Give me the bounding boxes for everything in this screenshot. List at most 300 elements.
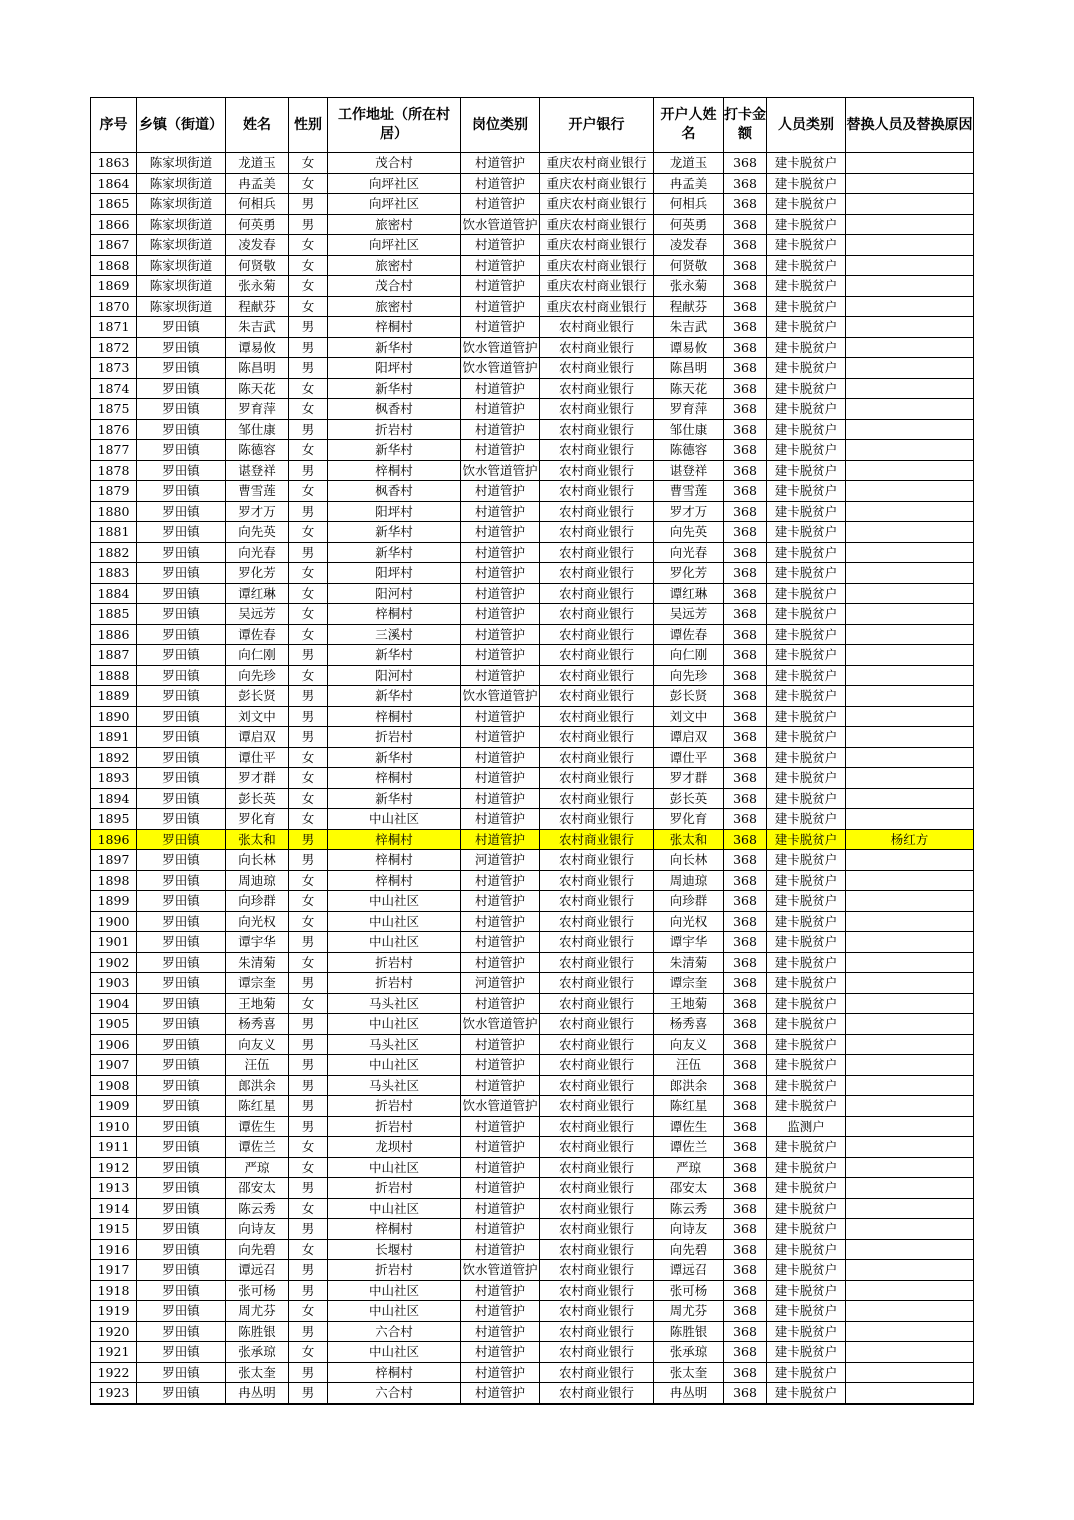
cell-post-type: 饮水管道管护 — [461, 686, 540, 707]
cell-name: 谭红琳 — [226, 583, 289, 604]
cell-replacement — [846, 1321, 974, 1342]
cell-post-type: 村道管护 — [461, 542, 540, 563]
cell-index: 1917 — [91, 1260, 137, 1281]
cell-township: 罗田镇 — [137, 563, 226, 584]
cell-gender: 男 — [289, 850, 328, 871]
cell-amount: 368 — [724, 153, 767, 174]
cell-work-address: 折岩村 — [328, 1096, 461, 1117]
table-row — [91, 378, 974, 399]
cell-amount: 368 — [724, 747, 767, 768]
cell-person-category: 建卡脱贫户 — [767, 460, 846, 481]
cell-account-holder: 张太奎 — [654, 1362, 724, 1383]
cell-work-address: 梓桐村 — [328, 706, 461, 727]
cell-person-category: 建卡脱贫户 — [767, 1014, 846, 1035]
cell-gender: 男 — [289, 358, 328, 379]
cell-work-address: 旅密村 — [328, 214, 461, 235]
cell-name: 罗育萍 — [226, 399, 289, 420]
cell-replacement — [846, 460, 974, 481]
cell-replacement — [846, 768, 974, 789]
cell-township: 罗田镇 — [137, 1383, 226, 1404]
cell-post-type: 村道管护 — [461, 522, 540, 543]
cell-amount: 368 — [724, 1362, 767, 1383]
cell-post-type: 村道管护 — [461, 911, 540, 932]
cell-gender: 女 — [289, 255, 328, 276]
cell-amount: 368 — [724, 481, 767, 502]
cell-name: 邹仕康 — [226, 419, 289, 440]
cell-name: 陈胜银 — [226, 1321, 289, 1342]
table-row — [91, 1383, 974, 1404]
cell-township: 罗田镇 — [137, 952, 226, 973]
cell-replacement — [846, 1137, 974, 1158]
cell-name: 程献芬 — [226, 296, 289, 317]
cell-replacement — [846, 153, 974, 174]
cell-replacement — [846, 399, 974, 420]
cell-name: 谭佐兰 — [226, 1137, 289, 1158]
cell-gender: 女 — [289, 235, 328, 256]
cell-index: 1891 — [91, 727, 137, 748]
cell-gender: 女 — [289, 1157, 328, 1178]
cell-gender: 女 — [289, 993, 328, 1014]
cell-index: 1863 — [91, 153, 137, 174]
cell-person-category: 建卡脱贫户 — [767, 317, 846, 338]
cell-amount: 368 — [724, 214, 767, 235]
cell-index: 1920 — [91, 1321, 137, 1342]
cell-name: 向友义 — [226, 1034, 289, 1055]
cell-index: 1916 — [91, 1239, 137, 1260]
cell-amount: 368 — [724, 378, 767, 399]
cell-index: 1887 — [91, 645, 137, 666]
cell-index: 1874 — [91, 378, 137, 399]
table-row — [91, 1096, 974, 1117]
cell-gender: 男 — [289, 337, 328, 358]
cell-township: 陈家坝街道 — [137, 153, 226, 174]
cell-amount: 368 — [724, 1096, 767, 1117]
cell-replacement — [846, 993, 974, 1014]
cell-index: 1884 — [91, 583, 137, 604]
cell-township: 罗田镇 — [137, 870, 226, 891]
cell-replacement — [846, 1362, 974, 1383]
cell-amount: 368 — [724, 850, 767, 871]
table-row — [91, 214, 974, 235]
table-row — [91, 911, 974, 932]
cell-township: 罗田镇 — [137, 1260, 226, 1281]
cell-name: 向光权 — [226, 911, 289, 932]
cell-index: 1882 — [91, 542, 137, 563]
cell-index: 1889 — [91, 686, 137, 707]
cell-gender: 男 — [289, 727, 328, 748]
table-row — [91, 870, 974, 891]
cell-gender: 男 — [289, 706, 328, 727]
table-row — [91, 296, 974, 317]
cell-work-address: 折岩村 — [328, 419, 461, 440]
cell-work-address: 折岩村 — [328, 973, 461, 994]
cell-bank: 重庆农村商业银行 — [540, 276, 654, 297]
cell-post-type: 村道管护 — [461, 1301, 540, 1322]
cell-amount: 368 — [724, 255, 767, 276]
cell-person-category: 建卡脱贫户 — [767, 1198, 846, 1219]
cell-index: 1913 — [91, 1178, 137, 1199]
cell-replacement — [846, 870, 974, 891]
cell-amount: 368 — [724, 583, 767, 604]
cell-work-address: 阳坪村 — [328, 358, 461, 379]
cell-bank: 农村商业银行 — [540, 809, 654, 830]
cell-account-holder: 汪伍 — [654, 1055, 724, 1076]
cell-work-address: 向坪社区 — [328, 235, 461, 256]
cell-account-holder: 向友义 — [654, 1034, 724, 1055]
cell-replacement — [846, 788, 974, 809]
cell-index: 1871 — [91, 317, 137, 338]
table-row — [91, 891, 974, 912]
cell-account-holder: 向光春 — [654, 542, 724, 563]
cell-account-holder: 严琼 — [654, 1157, 724, 1178]
cell-post-type: 村道管护 — [461, 1321, 540, 1342]
cell-gender: 女 — [289, 1342, 328, 1363]
cell-index: 1912 — [91, 1157, 137, 1178]
cell-gender: 女 — [289, 563, 328, 584]
cell-amount: 368 — [724, 440, 767, 461]
cell-name: 张太和 — [226, 829, 289, 850]
table-row — [91, 1116, 974, 1137]
cell-bank: 农村商业银行 — [540, 932, 654, 953]
cell-bank: 农村商业银行 — [540, 1116, 654, 1137]
cell-bank: 农村商业银行 — [540, 1137, 654, 1158]
cell-post-type: 河道管护 — [461, 850, 540, 871]
cell-post-type: 村道管护 — [461, 1342, 540, 1363]
cell-account-holder: 冉丛明 — [654, 1383, 724, 1404]
cell-work-address: 中山社区 — [328, 932, 461, 953]
cell-replacement — [846, 378, 974, 399]
cell-account-holder: 刘文中 — [654, 706, 724, 727]
cell-name: 龙道玉 — [226, 153, 289, 174]
cell-township: 罗田镇 — [137, 768, 226, 789]
cell-name: 陈云秀 — [226, 1198, 289, 1219]
cell-work-address: 新华村 — [328, 686, 461, 707]
cell-gender: 女 — [289, 481, 328, 502]
cell-person-category: 建卡脱贫户 — [767, 481, 846, 502]
cell-index: 1899 — [91, 891, 137, 912]
header-bank: 开户银行 — [540, 98, 654, 153]
cell-account-holder: 何贤敬 — [654, 255, 724, 276]
cell-replacement — [846, 440, 974, 461]
table-row — [91, 604, 974, 625]
cell-township: 罗田镇 — [137, 542, 226, 563]
cell-account-holder: 向先英 — [654, 522, 724, 543]
cell-replacement — [846, 1116, 974, 1137]
cell-account-holder: 向长林 — [654, 850, 724, 871]
cell-bank: 重庆农村商业银行 — [540, 194, 654, 215]
cell-gender: 男 — [289, 1055, 328, 1076]
cell-person-category: 建卡脱贫户 — [767, 624, 846, 645]
cell-account-holder: 向诗友 — [654, 1219, 724, 1240]
cell-gender: 男 — [289, 829, 328, 850]
cell-account-holder: 向先珍 — [654, 665, 724, 686]
cell-replacement — [846, 296, 974, 317]
cell-account-holder: 罗育萍 — [654, 399, 724, 420]
cell-account-holder: 向珍群 — [654, 891, 724, 912]
cell-person-category: 建卡脱贫户 — [767, 1342, 846, 1363]
cell-name: 罗化育 — [226, 809, 289, 830]
cell-account-holder: 朱吉武 — [654, 317, 724, 338]
cell-gender: 男 — [289, 501, 328, 522]
header-replacement: 替换人员及替换原因 — [846, 98, 974, 153]
cell-account-holder: 张永菊 — [654, 276, 724, 297]
cell-person-category: 建卡脱贫户 — [767, 1178, 846, 1199]
cell-name: 冉丛明 — [226, 1383, 289, 1404]
cell-index: 1881 — [91, 522, 137, 543]
cell-person-category: 建卡脱贫户 — [767, 542, 846, 563]
cell-township: 罗田镇 — [137, 829, 226, 850]
cell-name: 朱清菊 — [226, 952, 289, 973]
cell-replacement — [846, 583, 974, 604]
cell-bank: 农村商业银行 — [540, 686, 654, 707]
cell-account-holder: 郎洪余 — [654, 1075, 724, 1096]
table-row — [91, 809, 974, 830]
cell-post-type: 村道管护 — [461, 1055, 540, 1076]
cell-account-holder: 龙道玉 — [654, 153, 724, 174]
cell-person-category: 建卡脱贫户 — [767, 1280, 846, 1301]
cell-amount: 368 — [724, 1342, 767, 1363]
cell-bank: 农村商业银行 — [540, 706, 654, 727]
cell-name: 邵安太 — [226, 1178, 289, 1199]
cell-work-address: 龙坝村 — [328, 1137, 461, 1158]
cell-gender: 男 — [289, 1014, 328, 1035]
cell-index: 1880 — [91, 501, 137, 522]
cell-index: 1915 — [91, 1219, 137, 1240]
cell-account-holder: 陈德容 — [654, 440, 724, 461]
cell-work-address: 梓桐村 — [328, 850, 461, 871]
table-row — [91, 1178, 974, 1199]
header-work-address: 工作地址（所在村居） — [328, 98, 461, 153]
cell-work-address: 新华村 — [328, 645, 461, 666]
cell-account-holder: 程献芬 — [654, 296, 724, 317]
cell-bank: 农村商业银行 — [540, 460, 654, 481]
cell-work-address: 枫香村 — [328, 481, 461, 502]
table-row — [91, 440, 974, 461]
cell-township: 陈家坝街道 — [137, 276, 226, 297]
cell-name: 谭启双 — [226, 727, 289, 748]
cell-name: 谭宇华 — [226, 932, 289, 953]
cell-replacement — [846, 604, 974, 625]
cell-person-category: 建卡脱贫户 — [767, 1362, 846, 1383]
cell-person-category: 建卡脱贫户 — [767, 829, 846, 850]
cell-gender: 女 — [289, 891, 328, 912]
cell-person-category: 建卡脱贫户 — [767, 1219, 846, 1240]
cell-gender: 男 — [289, 460, 328, 481]
cell-replacement — [846, 1280, 974, 1301]
cell-person-category: 建卡脱贫户 — [767, 747, 846, 768]
table-row — [91, 1280, 974, 1301]
cell-replacement — [846, 522, 974, 543]
cell-township: 罗田镇 — [137, 1178, 226, 1199]
cell-gender: 女 — [289, 399, 328, 420]
cell-person-category: 建卡脱贫户 — [767, 583, 846, 604]
cell-index: 1866 — [91, 214, 137, 235]
cell-bank: 农村商业银行 — [540, 1362, 654, 1383]
cell-gender: 女 — [289, 583, 328, 604]
cell-post-type: 村道管护 — [461, 1178, 540, 1199]
table-row — [91, 255, 974, 276]
cell-post-type: 村道管护 — [461, 1116, 540, 1137]
cell-work-address: 枫香村 — [328, 399, 461, 420]
cell-index: 1900 — [91, 911, 137, 932]
cell-index: 1908 — [91, 1075, 137, 1096]
cell-name: 向珍群 — [226, 891, 289, 912]
cell-gender: 男 — [289, 1260, 328, 1281]
cell-replacement — [846, 1260, 974, 1281]
cell-person-category: 建卡脱贫户 — [767, 604, 846, 625]
cell-bank: 农村商业银行 — [540, 1321, 654, 1342]
cell-index: 1922 — [91, 1362, 137, 1383]
table-row — [91, 850, 974, 871]
table-row — [91, 1342, 974, 1363]
cell-amount: 368 — [724, 337, 767, 358]
cell-account-holder: 何英勇 — [654, 214, 724, 235]
cell-township: 罗田镇 — [137, 706, 226, 727]
cell-amount: 368 — [724, 624, 767, 645]
table-row — [91, 686, 974, 707]
cell-township: 罗田镇 — [137, 1301, 226, 1322]
cell-name: 张永菊 — [226, 276, 289, 297]
cell-account-holder: 邹仕康 — [654, 419, 724, 440]
cell-post-type: 村道管护 — [461, 296, 540, 317]
header-name: 姓名 — [226, 98, 289, 153]
cell-person-category: 建卡脱贫户 — [767, 440, 846, 461]
cell-person-category: 建卡脱贫户 — [767, 952, 846, 973]
cell-work-address: 中山社区 — [328, 1301, 461, 1322]
cell-bank: 农村商业银行 — [540, 1075, 654, 1096]
cell-township: 罗田镇 — [137, 1362, 226, 1383]
cell-township: 罗田镇 — [137, 1198, 226, 1219]
cell-replacement — [846, 542, 974, 563]
cell-amount: 368 — [724, 419, 767, 440]
cell-post-type: 村道管护 — [461, 870, 540, 891]
cell-post-type: 村道管护 — [461, 419, 540, 440]
cell-work-address: 阳河村 — [328, 583, 461, 604]
cell-name: 张太奎 — [226, 1362, 289, 1383]
cell-bank: 重庆农村商业银行 — [540, 255, 654, 276]
cell-amount: 368 — [724, 1198, 767, 1219]
cell-bank: 农村商业银行 — [540, 829, 654, 850]
cell-index: 1893 — [91, 768, 137, 789]
cell-gender: 女 — [289, 624, 328, 645]
cell-township: 罗田镇 — [137, 747, 226, 768]
cell-account-holder: 罗才万 — [654, 501, 724, 522]
cell-bank: 农村商业银行 — [540, 645, 654, 666]
cell-township: 罗田镇 — [137, 973, 226, 994]
cell-person-category: 建卡脱贫户 — [767, 399, 846, 420]
cell-post-type: 饮水管道管护 — [461, 1014, 540, 1035]
cell-post-type: 村道管护 — [461, 706, 540, 727]
header-township: 乡镇（街道） — [137, 98, 226, 153]
cell-work-address: 新华村 — [328, 522, 461, 543]
cell-person-category: 建卡脱贫户 — [767, 706, 846, 727]
cell-amount: 368 — [724, 1280, 767, 1301]
cell-gender: 男 — [289, 1219, 328, 1240]
cell-account-holder: 向仁刚 — [654, 645, 724, 666]
cell-amount: 368 — [724, 706, 767, 727]
cell-amount: 368 — [724, 829, 767, 850]
cell-index: 1895 — [91, 809, 137, 830]
cell-name: 陈天花 — [226, 378, 289, 399]
cell-bank: 农村商业银行 — [540, 891, 654, 912]
cell-name: 张可杨 — [226, 1280, 289, 1301]
cell-account-holder: 向先碧 — [654, 1239, 724, 1260]
cell-replacement — [846, 665, 974, 686]
cell-account-holder: 凌发春 — [654, 235, 724, 256]
cell-work-address: 中山社区 — [328, 1198, 461, 1219]
cell-post-type: 饮水管道管护 — [461, 460, 540, 481]
table-row — [91, 1137, 974, 1158]
header-gender: 性别 — [289, 98, 328, 153]
cell-gender: 男 — [289, 645, 328, 666]
cell-work-address: 中山社区 — [328, 1342, 461, 1363]
cell-person-category: 建卡脱贫户 — [767, 932, 846, 953]
header-index: 序号 — [91, 98, 137, 153]
cell-account-holder: 吴远芳 — [654, 604, 724, 625]
cell-amount: 368 — [724, 563, 767, 584]
cell-bank: 农村商业银行 — [540, 378, 654, 399]
cell-post-type: 村道管护 — [461, 440, 540, 461]
cell-work-address: 中山社区 — [328, 911, 461, 932]
cell-post-type: 村道管护 — [461, 1137, 540, 1158]
cell-name: 陈昌明 — [226, 358, 289, 379]
cell-township: 陈家坝街道 — [137, 214, 226, 235]
cell-bank: 农村商业银行 — [540, 768, 654, 789]
cell-replacement — [846, 645, 974, 666]
cell-township: 罗田镇 — [137, 440, 226, 461]
cell-bank: 农村商业银行 — [540, 337, 654, 358]
cell-amount: 368 — [724, 1383, 767, 1404]
cell-work-address: 折岩村 — [328, 1178, 461, 1199]
cell-township: 罗田镇 — [137, 337, 226, 358]
table-row — [91, 542, 974, 563]
cell-township: 罗田镇 — [137, 419, 226, 440]
cell-township: 罗田镇 — [137, 686, 226, 707]
cell-township: 罗田镇 — [137, 522, 226, 543]
cell-index: 1919 — [91, 1301, 137, 1322]
cell-amount: 368 — [724, 296, 767, 317]
cell-work-address: 折岩村 — [328, 727, 461, 748]
cell-person-category: 建卡脱贫户 — [767, 255, 846, 276]
cell-township: 陈家坝街道 — [137, 194, 226, 215]
cell-index: 1878 — [91, 460, 137, 481]
cell-replacement — [846, 235, 974, 256]
cell-amount: 368 — [724, 460, 767, 481]
cell-bank: 农村商业银行 — [540, 542, 654, 563]
cell-amount: 368 — [724, 788, 767, 809]
cell-name: 何相兵 — [226, 194, 289, 215]
cell-post-type: 村道管护 — [461, 583, 540, 604]
cell-person-category: 建卡脱贫户 — [767, 1239, 846, 1260]
cell-name: 王地菊 — [226, 993, 289, 1014]
cell-township: 罗田镇 — [137, 1321, 226, 1342]
cell-gender: 女 — [289, 1137, 328, 1158]
table-row — [91, 1075, 974, 1096]
cell-amount: 368 — [724, 1034, 767, 1055]
cell-work-address: 梓桐村 — [328, 1362, 461, 1383]
cell-bank: 农村商业银行 — [540, 481, 654, 502]
cell-replacement — [846, 563, 974, 584]
cell-bank: 农村商业银行 — [540, 419, 654, 440]
cell-person-category: 建卡脱贫户 — [767, 645, 846, 666]
cell-name: 向长林 — [226, 850, 289, 871]
cell-amount: 368 — [724, 891, 767, 912]
cell-bank: 重庆农村商业银行 — [540, 235, 654, 256]
cell-amount: 368 — [724, 1178, 767, 1199]
table-row — [91, 624, 974, 645]
cell-person-category: 建卡脱贫户 — [767, 768, 846, 789]
cell-post-type: 村道管护 — [461, 1280, 540, 1301]
